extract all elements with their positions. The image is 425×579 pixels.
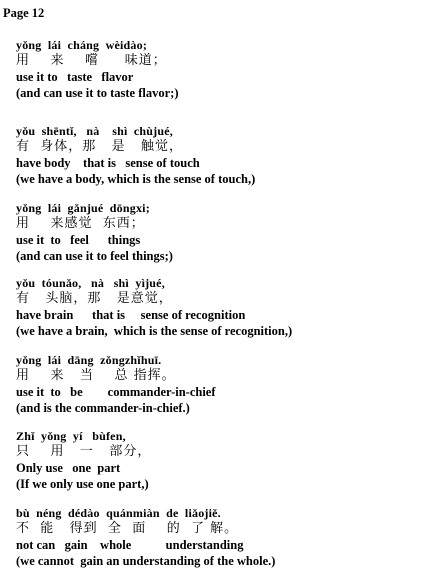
chinese-line: 用 来 当 总 指挥。 bbox=[16, 368, 176, 383]
chinese-line: 不 能 得到 全 面 的 了 解。 bbox=[16, 521, 239, 536]
chinese-line: 用 来 嚐 味道； bbox=[16, 53, 167, 68]
chinese-line: 只 用 一 部分， bbox=[16, 444, 152, 459]
gloss-line: use it to feel things bbox=[16, 233, 141, 247]
gloss-line: have body that is sense of touch bbox=[16, 156, 200, 170]
stanza bbox=[16, 275, 421, 339]
gloss-line: not can gain whole understanding bbox=[16, 538, 244, 552]
pinyin-line: Zhǐ yǒng yí bùfen, bbox=[16, 429, 126, 443]
translation-line: (and is the commander-in-chief.) bbox=[16, 401, 190, 415]
stanza bbox=[16, 37, 421, 101]
gloss-line: have brain that is sense of recognition bbox=[16, 308, 246, 322]
translation-line: (we cannot gain an understanding of the whole.) bbox=[16, 554, 276, 568]
translation-line: (we have a body, which is the sense of touch,) bbox=[16, 172, 256, 186]
stanza bbox=[16, 352, 421, 416]
chinese-line: 有 头脑，那 是意觉， bbox=[16, 291, 173, 306]
pinyin-line: yǒu tóunǎo, nà shì yìjué, bbox=[16, 276, 165, 290]
chinese-line: 有 身体，那 是 触觉， bbox=[16, 139, 184, 154]
gloss-line: Only use one part bbox=[16, 461, 121, 475]
translation-line: (and can use it to feel things;) bbox=[16, 249, 173, 263]
pinyin-line: yǒng lái gǎnjué dōngxi; bbox=[16, 201, 150, 215]
chinese-line: 用 来感觉 东西； bbox=[16, 216, 145, 231]
stanza bbox=[16, 123, 421, 187]
stanza bbox=[16, 200, 421, 264]
pinyin-line: yǒu shēntǐ, nà shì chùjué, bbox=[16, 124, 173, 138]
gloss-line: use it to taste flavor bbox=[16, 70, 134, 84]
pinyin-line: yǒng lái cháng wèidào; bbox=[16, 38, 148, 52]
gloss-line: use it to be commander-in-chief bbox=[16, 385, 216, 399]
pinyin-line: bù néng dédào quánmiàn de liǎojiě. bbox=[16, 506, 221, 520]
translation-line: (we have a brain, which is the sense of recognition,) bbox=[16, 324, 293, 338]
stanza bbox=[16, 428, 421, 492]
translation-line: (If we only use one part,) bbox=[16, 477, 149, 491]
pinyin-line: yǒng lái dāng zǒngzhǐhuī. bbox=[16, 353, 162, 367]
stanza bbox=[16, 505, 421, 569]
translation-line: (and can use it to taste flavor;) bbox=[16, 86, 179, 100]
page-number: Page 12 bbox=[3, 6, 45, 20]
